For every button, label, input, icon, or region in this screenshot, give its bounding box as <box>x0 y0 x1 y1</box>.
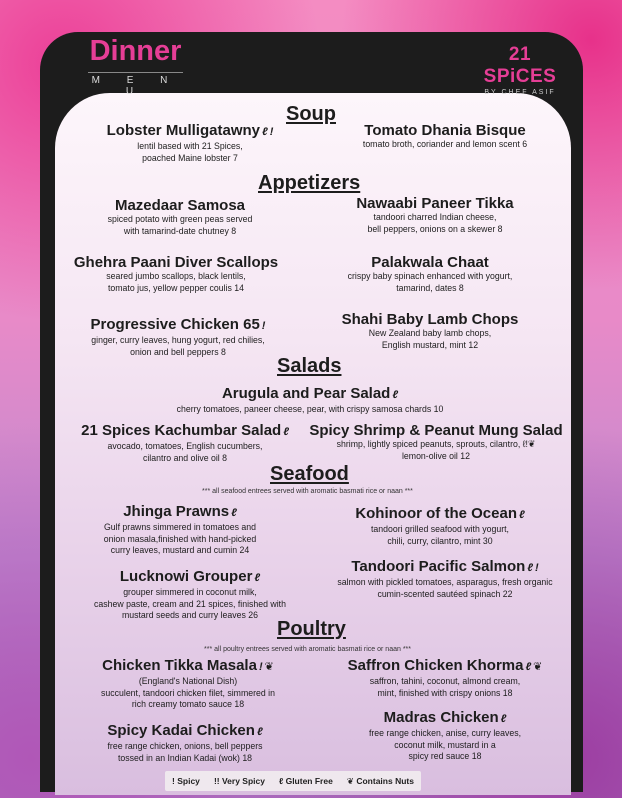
item-jhinga <box>80 503 280 557</box>
item-name: Shahi Baby Lamb Chops <box>341 311 519 328</box>
gluten-free-icon: ℓ <box>525 661 532 673</box>
item-desc: rich creamy tomato sauce 18 <box>131 699 245 710</box>
item-salmon <box>325 558 565 600</box>
item-desc: ginger, curry leaves, hung yogurt, red chilies, <box>91 335 265 346</box>
item-desc: lentil based with 21 Spices, <box>137 141 243 152</box>
item-desc: with tamarind-date chutney 8 <box>123 225 237 237</box>
menu-title: Dinner <box>89 35 182 67</box>
item-desc: tomato broth, coriander and lemon scent 6 <box>362 139 528 150</box>
nuts-icon: ❦ <box>264 661 274 673</box>
item-samosa <box>80 197 280 237</box>
item-desc: tandoori grilled seafood with yogurt, <box>371 524 509 535</box>
spicy-icon: ! <box>525 439 528 450</box>
legend-very-spicy: !! Very Spicy <box>213 776 265 786</box>
menu-subtitle: M E N U <box>88 72 183 97</box>
legend-gluten-free: ℓ Gluten Free <box>279 776 333 786</box>
item-mung-salad <box>305 422 567 462</box>
item-desc: English mustard, mint 12 <box>381 339 479 351</box>
item-desc: tomato jus, yellow pepper coulis 14 <box>107 282 245 294</box>
item-name: Nawaabi Paneer Tikka <box>356 195 514 212</box>
item-desc: (England's National Dish) <box>138 676 238 687</box>
item-name: Spicy Shrimp & Peanut Mung Salad <box>309 422 563 439</box>
gluten-free-icon: ℓ <box>522 439 526 450</box>
item-name: Spicy Kadai Chicken <box>107 722 255 739</box>
item-kachumbar <box>70 422 300 464</box>
item-kohinoor <box>335 505 545 547</box>
gluten-free-icon: ℓ <box>392 389 399 401</box>
gluten-free-icon: ℓ <box>527 562 533 574</box>
legend-nuts: ❦ Contains Nuts <box>346 775 414 786</box>
item-tikka-masala <box>78 657 298 711</box>
item-name: Arugula and Pear Salad <box>221 385 391 402</box>
gluten-free-icon: ℓ <box>254 572 261 584</box>
item-desc: poached Maine lobster 7 <box>142 152 238 164</box>
item-lamb-chops <box>315 311 545 351</box>
item-name: Jhinga Prawns <box>123 503 230 520</box>
item-desc: cherry tomatoes, paneer cheese, pear, with crispy samosa chards 10 <box>176 404 444 415</box>
logo-main: 21 SPiCES <box>483 44 557 87</box>
nuts-icon: ❦ <box>533 661 543 673</box>
item-desc: Gulf prawns simmered in tomatoes and <box>103 522 257 533</box>
item-desc: saffron, tahini, coconut, almond cream, <box>369 676 521 687</box>
item-desc: curry leaves, mustard and cumin 24 <box>110 545 250 556</box>
item-desc: cashew paste, cream and 21 spices, finished with <box>94 598 286 610</box>
item-name: Lobster Mulligatawny <box>106 122 260 139</box>
gluten-free-icon: ℓ <box>231 507 237 519</box>
item-desc: bell peppers, onions on a skewer 8 <box>367 223 503 235</box>
spicy-icon: ! <box>258 661 263 673</box>
legend-spicy: ! Spicy <box>172 776 200 786</box>
gluten-free-icon: ℓ <box>518 509 525 521</box>
item-desc: grouper simmered in coconut milk, <box>123 587 257 598</box>
item-name: Lucknowi Grouper <box>119 568 253 585</box>
section-appetizers: Appetizers <box>258 172 361 194</box>
item-desc: mint, finished with crispy onions 18 <box>377 687 513 699</box>
section-salads: Salads <box>277 355 342 377</box>
spicy-icon: ! <box>534 562 539 574</box>
poultry-note: *** all poultry entrees served with aromatic basmati rice or naan *** <box>204 646 411 653</box>
very-spicy-icon: !! <box>213 776 222 786</box>
item-desc: mustard seeds and curry leaves 26 <box>121 610 259 621</box>
item-name: Progressive Chicken 65 <box>90 316 260 333</box>
restaurant-logo <box>470 44 570 96</box>
item-name: 21 Spices Kachumbar Salad <box>81 422 282 439</box>
section-seafood: Seafood <box>270 463 349 485</box>
gluten-free-icon: ℓ <box>500 713 507 725</box>
item-desc: seared jumbo scallops, black lentils, <box>106 271 246 282</box>
legend <box>165 771 421 791</box>
gluten-free-icon: ℓ <box>283 426 289 438</box>
item-desc: free range chicken, anise, curry leaves, <box>368 728 522 739</box>
gluten-free-icon: ℓ <box>262 126 268 138</box>
item-desc: shrimp, lightly spiced peanuts, sprouts, cilantro, <box>336 439 521 450</box>
item-desc: chili, curry, cilantro, mint 30 <box>387 535 493 547</box>
item-desc: cumin-scented sautéed spinach 22 <box>377 588 513 600</box>
gluten-free-icon: ℓ <box>279 776 286 786</box>
item-lobster <box>86 122 294 164</box>
item-kadai-chicken <box>80 722 290 764</box>
item-arugula <box>160 385 460 416</box>
item-chaat <box>315 254 545 294</box>
item-desc: cilantro and olive oil 8 <box>142 452 228 464</box>
item-desc: salmon with pickled tomatoes, asparagus, fresh organic <box>337 577 553 588</box>
item-desc: onion and bell peppers 8 <box>130 346 226 358</box>
item-chicken65 <box>78 316 278 358</box>
item-desc: lemon-olive oil 12 <box>401 450 471 462</box>
item-desc: coconut milk, mustard in a <box>394 739 496 751</box>
spicy-icon: ! <box>172 776 178 786</box>
section-soup: Soup <box>286 103 336 125</box>
spicy-icon: ! <box>269 126 274 138</box>
item-name: Tomato Dhania Bisque <box>364 122 526 139</box>
section-poultry: Poultry <box>277 618 346 640</box>
item-name: Chicken Tikka Masala <box>102 657 257 674</box>
item-desc: tamarind, dates 8 <box>396 282 464 294</box>
item-name: Madras Chicken <box>383 709 499 726</box>
item-desc: crispy baby spinach enhanced with yogurt, <box>347 271 513 282</box>
item-name: Tandoori Pacific Salmon <box>351 558 526 575</box>
item-name: Kohinoor of the Ocean <box>355 505 517 522</box>
item-desc: onion masala,finished with hand-picked <box>103 533 257 545</box>
item-name: Saffron Chicken Khorma <box>347 657 524 674</box>
item-paneer-tikka <box>320 195 550 235</box>
nuts-icon: ❦ <box>346 775 357 786</box>
item-desc: spicy red sauce 18 <box>408 751 482 762</box>
item-desc: tossed in an Indian Kadai (wok) 18 <box>117 752 253 764</box>
logo-sub: BY CHEF ASIF <box>484 89 556 96</box>
item-name: Ghehra Paani Diver Scallops <box>73 254 279 271</box>
spicy-icon: ! <box>261 320 266 332</box>
item-grouper <box>80 568 300 622</box>
item-desc: tandoori charred Indian cheese, <box>373 212 497 223</box>
item-name: Palakwala Chaat <box>371 254 489 271</box>
item-desc: spiced potato with green peas served <box>107 214 253 225</box>
item-desc: avocado, tomatoes, English cucumbers, <box>107 441 263 452</box>
item-tomato-bisque <box>330 122 560 151</box>
item-desc: free range chicken, onions, bell peppers <box>107 741 263 752</box>
item-scallops <box>68 254 284 294</box>
item-khorma <box>330 657 560 699</box>
item-desc: New Zealand baby lamb chops, <box>368 328 492 339</box>
gluten-free-icon: ℓ <box>256 726 263 738</box>
item-desc: succulent, tandoori chicken filet, simmered in <box>101 687 275 699</box>
item-name: Mazedaar Samosa <box>114 197 246 214</box>
seafood-note: *** all seafood entrees served with aromatic basmati rice or naan *** <box>202 488 413 495</box>
nuts-icon: ❦ <box>527 439 536 450</box>
item-madras-chicken <box>340 709 550 763</box>
